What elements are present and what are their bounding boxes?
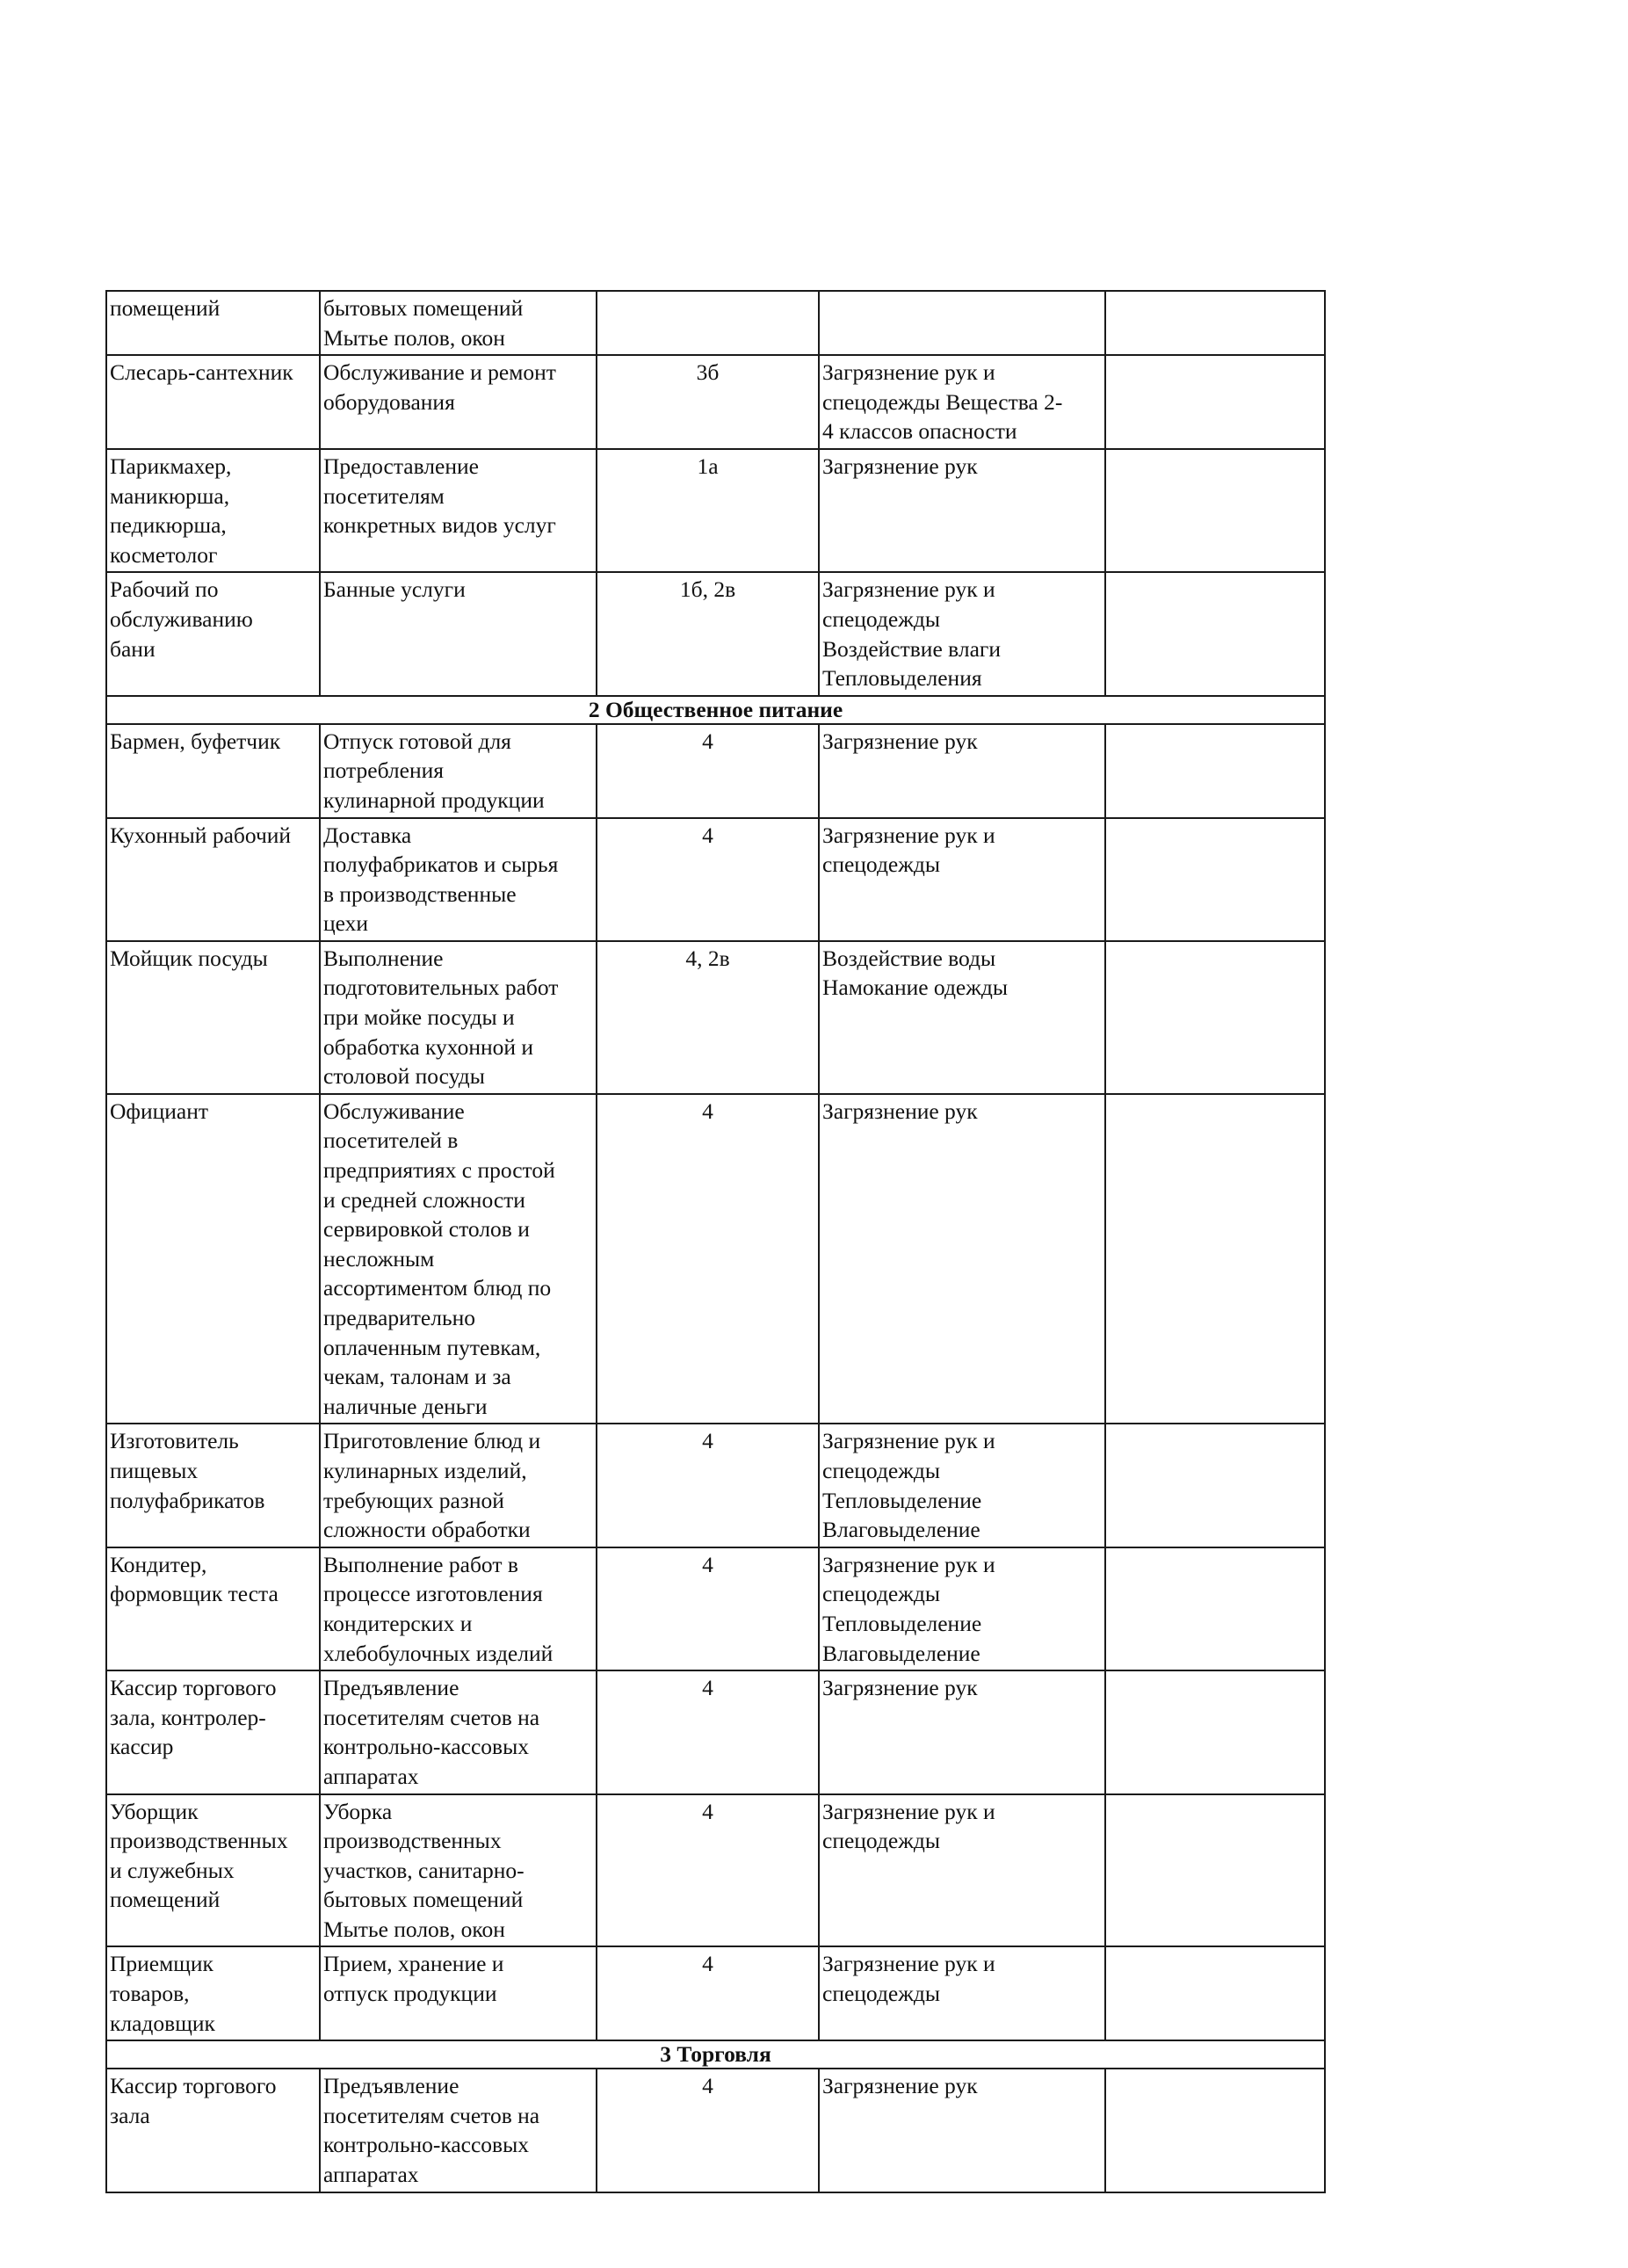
profession-cell	[106, 1946, 320, 2040]
cell-line: кладовщик	[110, 2010, 215, 2036]
hazard-cell	[819, 291, 1105, 355]
cell-line: контрольно-кассовых	[323, 1734, 529, 1760]
cell-line: Воздействие влаги	[822, 635, 1002, 662]
cell-line: Обслуживание	[323, 1098, 465, 1124]
hazard-cell	[819, 355, 1105, 449]
notes-cell	[1105, 1094, 1325, 1424]
notes-cell	[1105, 1670, 1325, 1793]
cell-line: Мойщик посуды	[110, 945, 268, 971]
cell-line: Слесарь-сантехник	[110, 359, 293, 386]
cell-line: участков, санитарно-	[323, 1857, 525, 1883]
cell-line: спецодежды	[822, 1981, 940, 2007]
profession-cell	[106, 1794, 320, 1947]
cell-line: Загрязнение рук	[822, 2073, 978, 2099]
work-type-cell	[320, 1946, 597, 2040]
cell-line: предварительно	[323, 1305, 475, 1330]
cell-line: контрольно-кассовых	[323, 2132, 529, 2158]
cell-line: товаров,	[110, 1981, 190, 2007]
profession-cell	[106, 1424, 320, 1547]
cell-line: зала	[110, 2102, 150, 2128]
work-group-cell	[597, 1094, 819, 1424]
cell-line: Намокание одежды	[822, 975, 1008, 1001]
notes-cell	[1105, 572, 1325, 695]
cell-line: посетителей в	[323, 1127, 459, 1154]
cell-line: обслуживанию	[110, 605, 253, 632]
cell-line: Официант	[110, 1098, 208, 1124]
table-row	[106, 724, 1325, 818]
section-title: 2 Общественное питание	[106, 696, 1325, 724]
notes-cell	[1105, 941, 1325, 1094]
cell-line: аппаратах	[323, 1763, 419, 1789]
work-group-cell	[597, 291, 819, 355]
cell-line: обработка кухонной и	[323, 1033, 534, 1060]
cell-line: производственных	[110, 1828, 288, 1854]
section-row	[106, 696, 1325, 724]
cell-line: полуфабрикатов и сырья	[323, 851, 559, 878]
hazard-cell	[819, 2069, 1105, 2192]
notes-cell	[1105, 1424, 1325, 1547]
cell-line: спецодежды	[822, 851, 940, 878]
hazard-cell	[819, 449, 1105, 572]
work-group-cell	[597, 1547, 819, 1670]
occupations-hazards-table	[105, 290, 1326, 2193]
cell-line: Загрязнение рук и	[822, 1951, 995, 1977]
cell-line: 4, 2в	[685, 945, 730, 971]
cell-line: наличные деньги	[323, 1393, 488, 1419]
notes-cell	[1105, 724, 1325, 818]
cell-line: Предоставление	[323, 453, 479, 479]
work-group-cell	[597, 1424, 819, 1547]
cell-line: Влаговыделение	[822, 1517, 980, 1543]
cell-line: оплаченным путевкам,	[323, 1334, 541, 1360]
notes-cell	[1105, 2069, 1325, 2192]
section-title: 3 Торговля	[106, 2040, 1325, 2069]
cell-line: сложности обработки	[323, 1517, 531, 1543]
notes-cell	[1105, 291, 1325, 355]
profession-cell	[106, 1670, 320, 1793]
cell-line: столовой посуды	[323, 1063, 485, 1090]
cell-line: Загрязнение рук и	[822, 1798, 995, 1824]
table-row	[106, 291, 1325, 355]
notes-cell	[1105, 355, 1325, 449]
notes-cell	[1105, 1946, 1325, 2040]
cell-line: 4	[702, 822, 713, 848]
notes-cell	[1105, 1794, 1325, 1947]
cell-line: аппаратах	[323, 2162, 419, 2188]
cell-line: хлебобулочных изделий	[323, 1640, 554, 1666]
table-row	[106, 449, 1325, 572]
cell-line: Загрязнение рук	[822, 728, 978, 754]
profession-cell	[106, 291, 320, 355]
profession-cell	[106, 941, 320, 1094]
cell-line: Мытье полов, окон	[323, 324, 505, 351]
cell-line: Бармен, буфетчик	[110, 728, 281, 754]
cell-line: 3б	[696, 359, 720, 386]
cell-line: посетителям	[323, 482, 445, 509]
cell-line: предприятиях с простой	[323, 1157, 555, 1184]
hazard-cell	[819, 1094, 1105, 1424]
cell-line: подготовительных работ	[323, 975, 559, 1001]
hazard-cell	[819, 1424, 1105, 1547]
cell-line: Уборка	[323, 1798, 393, 1824]
work-type-cell	[320, 941, 597, 1094]
table-row	[106, 1094, 1325, 1424]
cell-line: Выполнение	[323, 945, 444, 971]
cell-line: оборудования	[323, 388, 455, 415]
cell-line: процессе изготовления	[323, 1581, 543, 1607]
work-type-cell	[320, 1547, 597, 1670]
cell-line: 4	[702, 1098, 713, 1124]
cell-line: и служебных	[110, 1857, 235, 1883]
work-group-cell	[597, 1670, 819, 1793]
work-group-cell	[597, 818, 819, 941]
cell-line: Кассир торгового	[110, 1675, 277, 1701]
cell-line: кондитерских и	[323, 1610, 473, 1636]
notes-cell	[1105, 818, 1325, 941]
cell-line: 1б, 2в	[679, 576, 736, 603]
work-type-cell	[320, 818, 597, 941]
work-type-cell	[320, 1670, 597, 1793]
work-type-cell	[320, 449, 597, 572]
cell-line: 1а	[697, 453, 719, 479]
cell-line: Уборщик	[110, 1798, 199, 1824]
cell-line: 4	[702, 728, 713, 754]
cell-line: 4	[702, 1798, 713, 1824]
profession-cell	[106, 355, 320, 449]
table-row	[106, 1424, 1325, 1547]
cell-line: Загрязнение рук	[822, 453, 978, 479]
cell-line: спецодежды	[822, 1457, 940, 1483]
cell-line: формовщик теста	[110, 1581, 279, 1607]
table-row	[106, 572, 1325, 695]
cell-line: Загрязнение рук	[822, 1098, 978, 1124]
work-type-cell	[320, 1094, 597, 1424]
work-group-cell	[597, 449, 819, 572]
cell-line: маникюрша,	[110, 482, 230, 509]
cell-line: цехи	[323, 910, 369, 937]
cell-line: Приемщик	[110, 1951, 213, 1977]
cell-line: 4	[702, 1951, 713, 1977]
cell-line: Парикмахер,	[110, 453, 232, 479]
profession-cell	[106, 724, 320, 818]
cell-line: и средней сложности	[323, 1186, 525, 1213]
profession-cell	[106, 449, 320, 572]
cell-line: Загрязнение рук и	[822, 1428, 995, 1454]
cell-line: кулинарных изделий,	[323, 1457, 527, 1483]
work-group-cell	[597, 355, 819, 449]
cell-line: Тепловыделение	[822, 1487, 982, 1513]
hazard-cell	[819, 818, 1105, 941]
cell-line: Кухонный рабочий	[110, 822, 292, 848]
work-group-cell	[597, 1946, 819, 2040]
hazard-cell	[819, 1946, 1105, 2040]
cell-line: ассортиментом блюд по	[323, 1275, 552, 1301]
cell-line: спецодежды	[822, 1581, 940, 1607]
cell-line: несложным	[323, 1245, 435, 1272]
cell-line: помещений	[110, 295, 221, 321]
cell-line: пищевых	[110, 1457, 199, 1483]
cell-line: Изготовитель	[110, 1428, 239, 1454]
cell-line: Предъявление	[323, 2073, 459, 2099]
profession-cell	[106, 1094, 320, 1424]
cell-line: в производственные	[323, 880, 517, 907]
table-row	[106, 1794, 1325, 1947]
document-page	[105, 290, 1326, 2193]
work-type-cell	[320, 1794, 597, 1947]
cell-line: Загрязнение рук и	[822, 359, 995, 386]
profession-cell	[106, 2069, 320, 2192]
hazard-cell	[819, 724, 1105, 818]
cell-line: посетителям счетов на	[323, 1704, 540, 1730]
cell-line: бытовых помещений	[323, 1887, 524, 1913]
work-type-cell	[320, 2069, 597, 2192]
hazard-cell	[819, 1794, 1105, 1947]
hazard-cell	[819, 1670, 1105, 1793]
cell-line: спецодежды Вещества 2-	[822, 388, 1063, 415]
notes-cell	[1105, 449, 1325, 572]
cell-line: Кассир торгового	[110, 2073, 277, 2099]
profession-cell	[106, 818, 320, 941]
cell-line: Загрязнение рук и	[822, 1551, 995, 1577]
work-type-cell	[320, 724, 597, 818]
hazard-cell	[819, 572, 1105, 695]
cell-line: Загрязнение рук и	[822, 576, 995, 603]
work-type-cell	[320, 291, 597, 355]
cell-line: Обслуживание и ремонт	[323, 359, 556, 386]
work-type-cell	[320, 355, 597, 449]
profession-cell	[106, 572, 320, 695]
cell-line: чекам, талонам и за	[323, 1364, 511, 1390]
cell-line: Загрязнение рук и	[822, 822, 995, 848]
cell-line: Загрязнение рук	[822, 1675, 978, 1701]
cell-line: зала, контролер-	[110, 1704, 266, 1730]
cell-line: Влаговыделение	[822, 1640, 980, 1666]
work-group-cell	[597, 724, 819, 818]
work-group-cell	[597, 2069, 819, 2192]
cell-line: косметолог	[110, 541, 218, 568]
table-row	[106, 1946, 1325, 2040]
table-row	[106, 941, 1325, 1094]
cell-line: производственных	[323, 1828, 502, 1854]
cell-line: Предъявление	[323, 1675, 459, 1701]
cell-line: Банные услуги	[323, 576, 466, 603]
cell-line: отпуск продукции	[323, 1981, 497, 2007]
table-row	[106, 818, 1325, 941]
cell-line: педикюрша,	[110, 512, 227, 539]
cell-line: потребления	[323, 757, 444, 784]
cell-line: кассир	[110, 1734, 174, 1760]
cell-line: конкретных видов услуг	[323, 512, 556, 539]
cell-line: Тепловыделения	[822, 665, 982, 692]
cell-line: Доставка	[323, 822, 412, 848]
cell-line: посетителям счетов на	[323, 2102, 540, 2128]
table-row	[106, 2069, 1325, 2192]
cell-line: 4	[702, 1551, 713, 1577]
cell-line: Выполнение работ в	[323, 1551, 518, 1577]
profession-cell	[106, 1547, 320, 1670]
cell-line: Рабочий по	[110, 576, 219, 603]
work-group-cell	[597, 941, 819, 1094]
cell-line: 4	[702, 1675, 713, 1701]
work-group-cell	[597, 1794, 819, 1947]
work-type-cell	[320, 572, 597, 695]
cell-line: Отпуск готовой для	[323, 728, 511, 754]
cell-line: кулинарной продукции	[323, 786, 545, 813]
hazard-cell	[819, 1547, 1105, 1670]
cell-line: помещений	[110, 1887, 221, 1913]
work-group-cell	[597, 572, 819, 695]
cell-line: при мойке посуды и	[323, 1004, 515, 1031]
cell-line: Воздействие воды	[822, 945, 996, 971]
cell-line: 4	[702, 2073, 713, 2099]
hazard-cell	[819, 941, 1105, 1094]
cell-line: сервировкой столов и	[323, 1216, 530, 1243]
table-row	[106, 355, 1325, 449]
section-row	[106, 2040, 1325, 2069]
work-type-cell	[320, 1424, 597, 1547]
cell-line: бытовых помещений	[323, 295, 524, 321]
cell-line: Мытье полов, окон	[323, 1916, 505, 1942]
table-row	[106, 1670, 1325, 1793]
notes-cell	[1105, 1547, 1325, 1670]
cell-line: спецодежды	[822, 605, 940, 632]
cell-line: Прием, хранение и	[323, 1951, 504, 1977]
table-row	[106, 1547, 1325, 1670]
cell-line: Приготовление блюд и	[323, 1428, 541, 1454]
cell-line: спецодежды	[822, 1828, 940, 1854]
cell-line: бани	[110, 635, 156, 662]
cell-line: требующих разной	[323, 1487, 504, 1513]
cell-line: полуфабрикатов	[110, 1487, 265, 1513]
cell-line: 4 классов опасности	[822, 418, 1017, 445]
cell-line: 4	[702, 1428, 713, 1454]
cell-line: Тепловыделение	[822, 1610, 982, 1636]
cell-line: Кондитер,	[110, 1551, 207, 1577]
